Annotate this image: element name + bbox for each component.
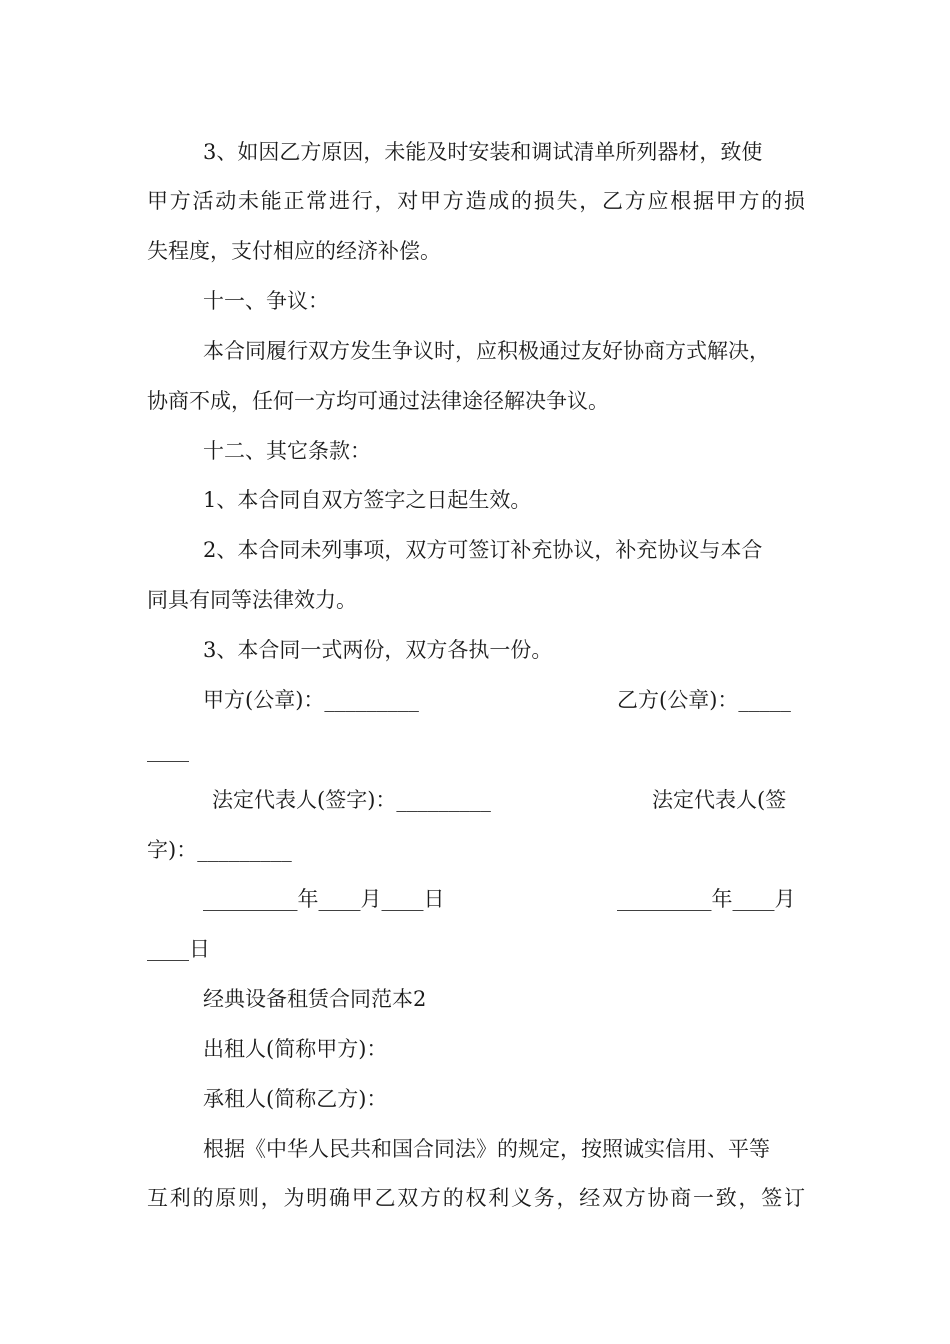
other-clause-2-line-1: 2、本合同未列事项，双方可签订补充协议，补充协议与本合 — [203, 538, 763, 562]
dispute-line-2: 协商不成，任何一方均可通过法律途径解决争议。 — [147, 389, 609, 413]
party-b-legal-rep-continued: 字)：_________ — [147, 838, 292, 862]
lessee-line: 承租人(简称乙方)： — [203, 1087, 388, 1111]
party-b-seal: 乙方(公章)：_____ — [617, 688, 791, 712]
section-12-heading: 十二、其它条款： — [203, 439, 371, 463]
lessor-line: 出租人(简称甲方)： — [203, 1037, 388, 1061]
clause-3-line-2: 甲方活动未能正常进行，对甲方造成的损失，乙方应根据甲方的损 — [147, 189, 805, 213]
preamble-line-2: 互利的原则，为明确甲乙双方的权利义务，经双方协商一致，签订 — [147, 1186, 805, 1210]
contract-2-title: 经典设备租赁合同范本2 — [203, 987, 427, 1011]
clause-3-line-3: 失程度，支付相应的经济补偿。 — [147, 239, 441, 263]
other-clause-2-line-2: 同具有同等法律效力。 — [147, 588, 357, 612]
other-clause-3: 3、本合同一式两份，双方各执一份。 — [203, 638, 553, 662]
party-b-date-continued: ____日 — [147, 937, 210, 961]
party-b-date: _________年____月 — [617, 887, 796, 911]
party-b-seal-continued: ____ — [147, 738, 189, 762]
party-a-date: _________年____月____日 — [203, 887, 445, 911]
clause-3-line-1: 3、如因乙方原因，未能及时安装和调试清单所列器材，致使 — [203, 140, 763, 164]
party-a-seal: 甲方(公章)：_________ — [203, 688, 419, 712]
preamble-line-1: 根据《中华人民共和国合同法》的规定，按照诚实信用、平等 — [203, 1137, 770, 1161]
other-clause-1: 1、本合同自双方签字之日起生效。 — [203, 488, 532, 512]
section-11-heading: 十一、争议： — [203, 289, 329, 313]
party-b-legal-rep: 法定代表人(签 — [652, 788, 787, 812]
party-a-legal-rep: 法定代表人(签字)：_________ — [212, 788, 491, 812]
dispute-line-1: 本合同履行双方发生争议时，应积极通过友好协商方式解决， — [203, 339, 770, 363]
